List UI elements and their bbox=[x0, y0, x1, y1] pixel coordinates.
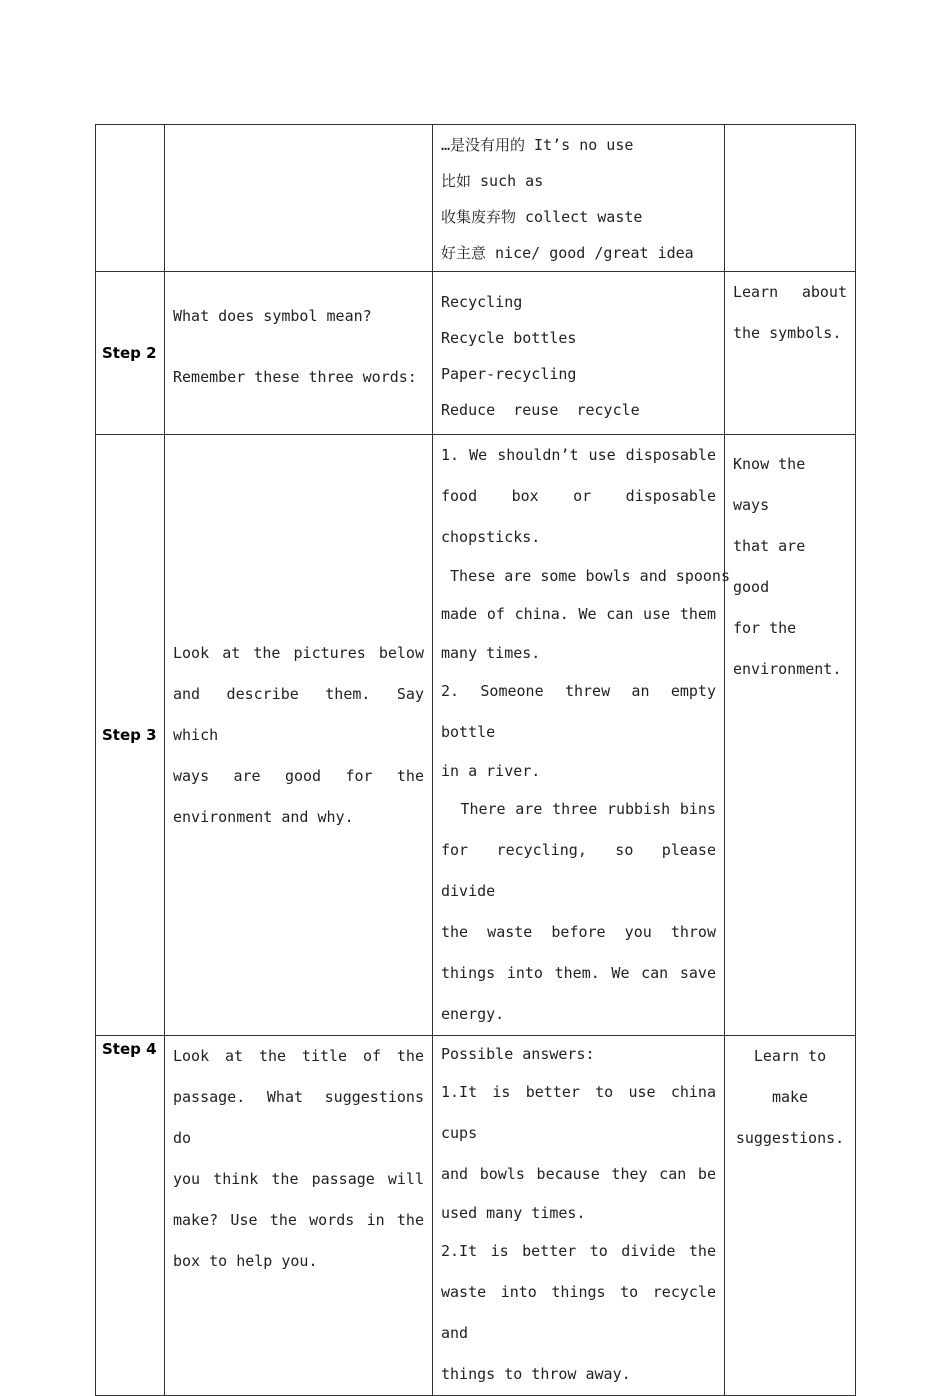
step-cell bbox=[96, 125, 165, 272]
activity-line: Look at the title of the bbox=[173, 1047, 424, 1065]
activity-line: Remember these three words: bbox=[173, 368, 417, 386]
content-cell bbox=[433, 1036, 725, 1396]
purpose-line: environment. bbox=[733, 660, 842, 678]
content-line: chopsticks. bbox=[441, 528, 541, 546]
content-line: energy. bbox=[441, 1005, 505, 1023]
content-line: made of china. We can use them bbox=[441, 605, 716, 623]
purpose-line: that are good bbox=[733, 537, 806, 596]
content-line: things to throw away. bbox=[441, 1365, 631, 1383]
content-line: Recycling bbox=[441, 293, 523, 311]
activity-cell bbox=[165, 1036, 433, 1396]
content-cell bbox=[433, 125, 725, 272]
content-line: 好主意 nice/ good /great idea bbox=[441, 244, 694, 262]
content-line: Possible answers: bbox=[441, 1045, 595, 1063]
activity-line: What does symbol mean? bbox=[173, 307, 372, 325]
purpose-line: suggestions. bbox=[735, 1129, 845, 1147]
activity-line: box to help you. bbox=[173, 1252, 318, 1270]
content-line: for recycling, so please divide bbox=[441, 841, 716, 900]
purpose-line: Learn to make bbox=[753, 1047, 827, 1106]
step-cell: Step 2 bbox=[96, 272, 165, 435]
content-line: …是没有用的 It’s no use bbox=[441, 136, 634, 154]
activity-line: you think the passage will bbox=[173, 1170, 424, 1188]
purpose-cell bbox=[725, 435, 856, 1036]
activity-line: make? Use the words in the bbox=[173, 1211, 424, 1229]
content-line: food box or disposable bbox=[441, 487, 716, 505]
activity-line: environment and why. bbox=[173, 807, 354, 826]
purpose-cell bbox=[725, 1036, 856, 1396]
activity-line: ways are good for the bbox=[173, 766, 424, 785]
content-line: the waste before you throw bbox=[441, 923, 716, 941]
activity-cell bbox=[165, 272, 433, 435]
purpose-line: Know the ways bbox=[733, 455, 806, 514]
table-row bbox=[96, 272, 856, 435]
table-row bbox=[96, 1036, 856, 1396]
content-line: Reduce reuse recycle bbox=[441, 401, 640, 419]
purpose-line: Learn about bbox=[733, 283, 847, 301]
table-row bbox=[96, 435, 856, 1036]
purpose-cell bbox=[725, 125, 856, 272]
content-line: 比如 such as bbox=[441, 172, 544, 190]
table-row bbox=[96, 125, 856, 272]
activity-line: and describe them. Say which bbox=[173, 684, 424, 744]
purpose-line: for the bbox=[733, 619, 797, 637]
step-cell: Step 4 bbox=[96, 1036, 165, 1396]
content-cell bbox=[433, 435, 730, 1036]
content-line: There are three rubbish bins bbox=[441, 800, 716, 818]
content-line: in a river. bbox=[441, 762, 541, 780]
content-cell bbox=[433, 272, 725, 435]
activity-cell bbox=[165, 435, 433, 1036]
content-line: things into them. We can save bbox=[441, 964, 716, 982]
content-line: waste into things to recycle and bbox=[441, 1283, 716, 1342]
content-line: These are some bowls and spoons bbox=[441, 567, 730, 585]
purpose-line: the symbols. bbox=[733, 324, 842, 342]
content-line: 2.It is better to divide the bbox=[441, 1242, 716, 1260]
activity-line: passage. What suggestions do bbox=[173, 1088, 424, 1147]
purpose-cell bbox=[725, 272, 856, 435]
lesson-plan-table bbox=[95, 124, 856, 1396]
content-line: Recycle bottles bbox=[441, 329, 577, 347]
content-line: many times. bbox=[441, 644, 541, 662]
content-line: 2. Someone threw an empty bottle bbox=[441, 682, 716, 741]
activity-line: Look at the pictures below bbox=[173, 643, 424, 662]
content-line: 收集废弃物 collect waste bbox=[441, 208, 643, 226]
activity-cell bbox=[165, 125, 433, 272]
content-line: and bowls because they can be bbox=[441, 1165, 716, 1183]
step-cell: Step 3 bbox=[96, 435, 165, 1036]
content-line: 1. We shouldn’t use disposable bbox=[441, 446, 716, 464]
content-line: 1.It is better to use china cups bbox=[441, 1083, 716, 1142]
content-line: Paper-recycling bbox=[441, 365, 577, 383]
content-line: used many times. bbox=[441, 1204, 586, 1222]
